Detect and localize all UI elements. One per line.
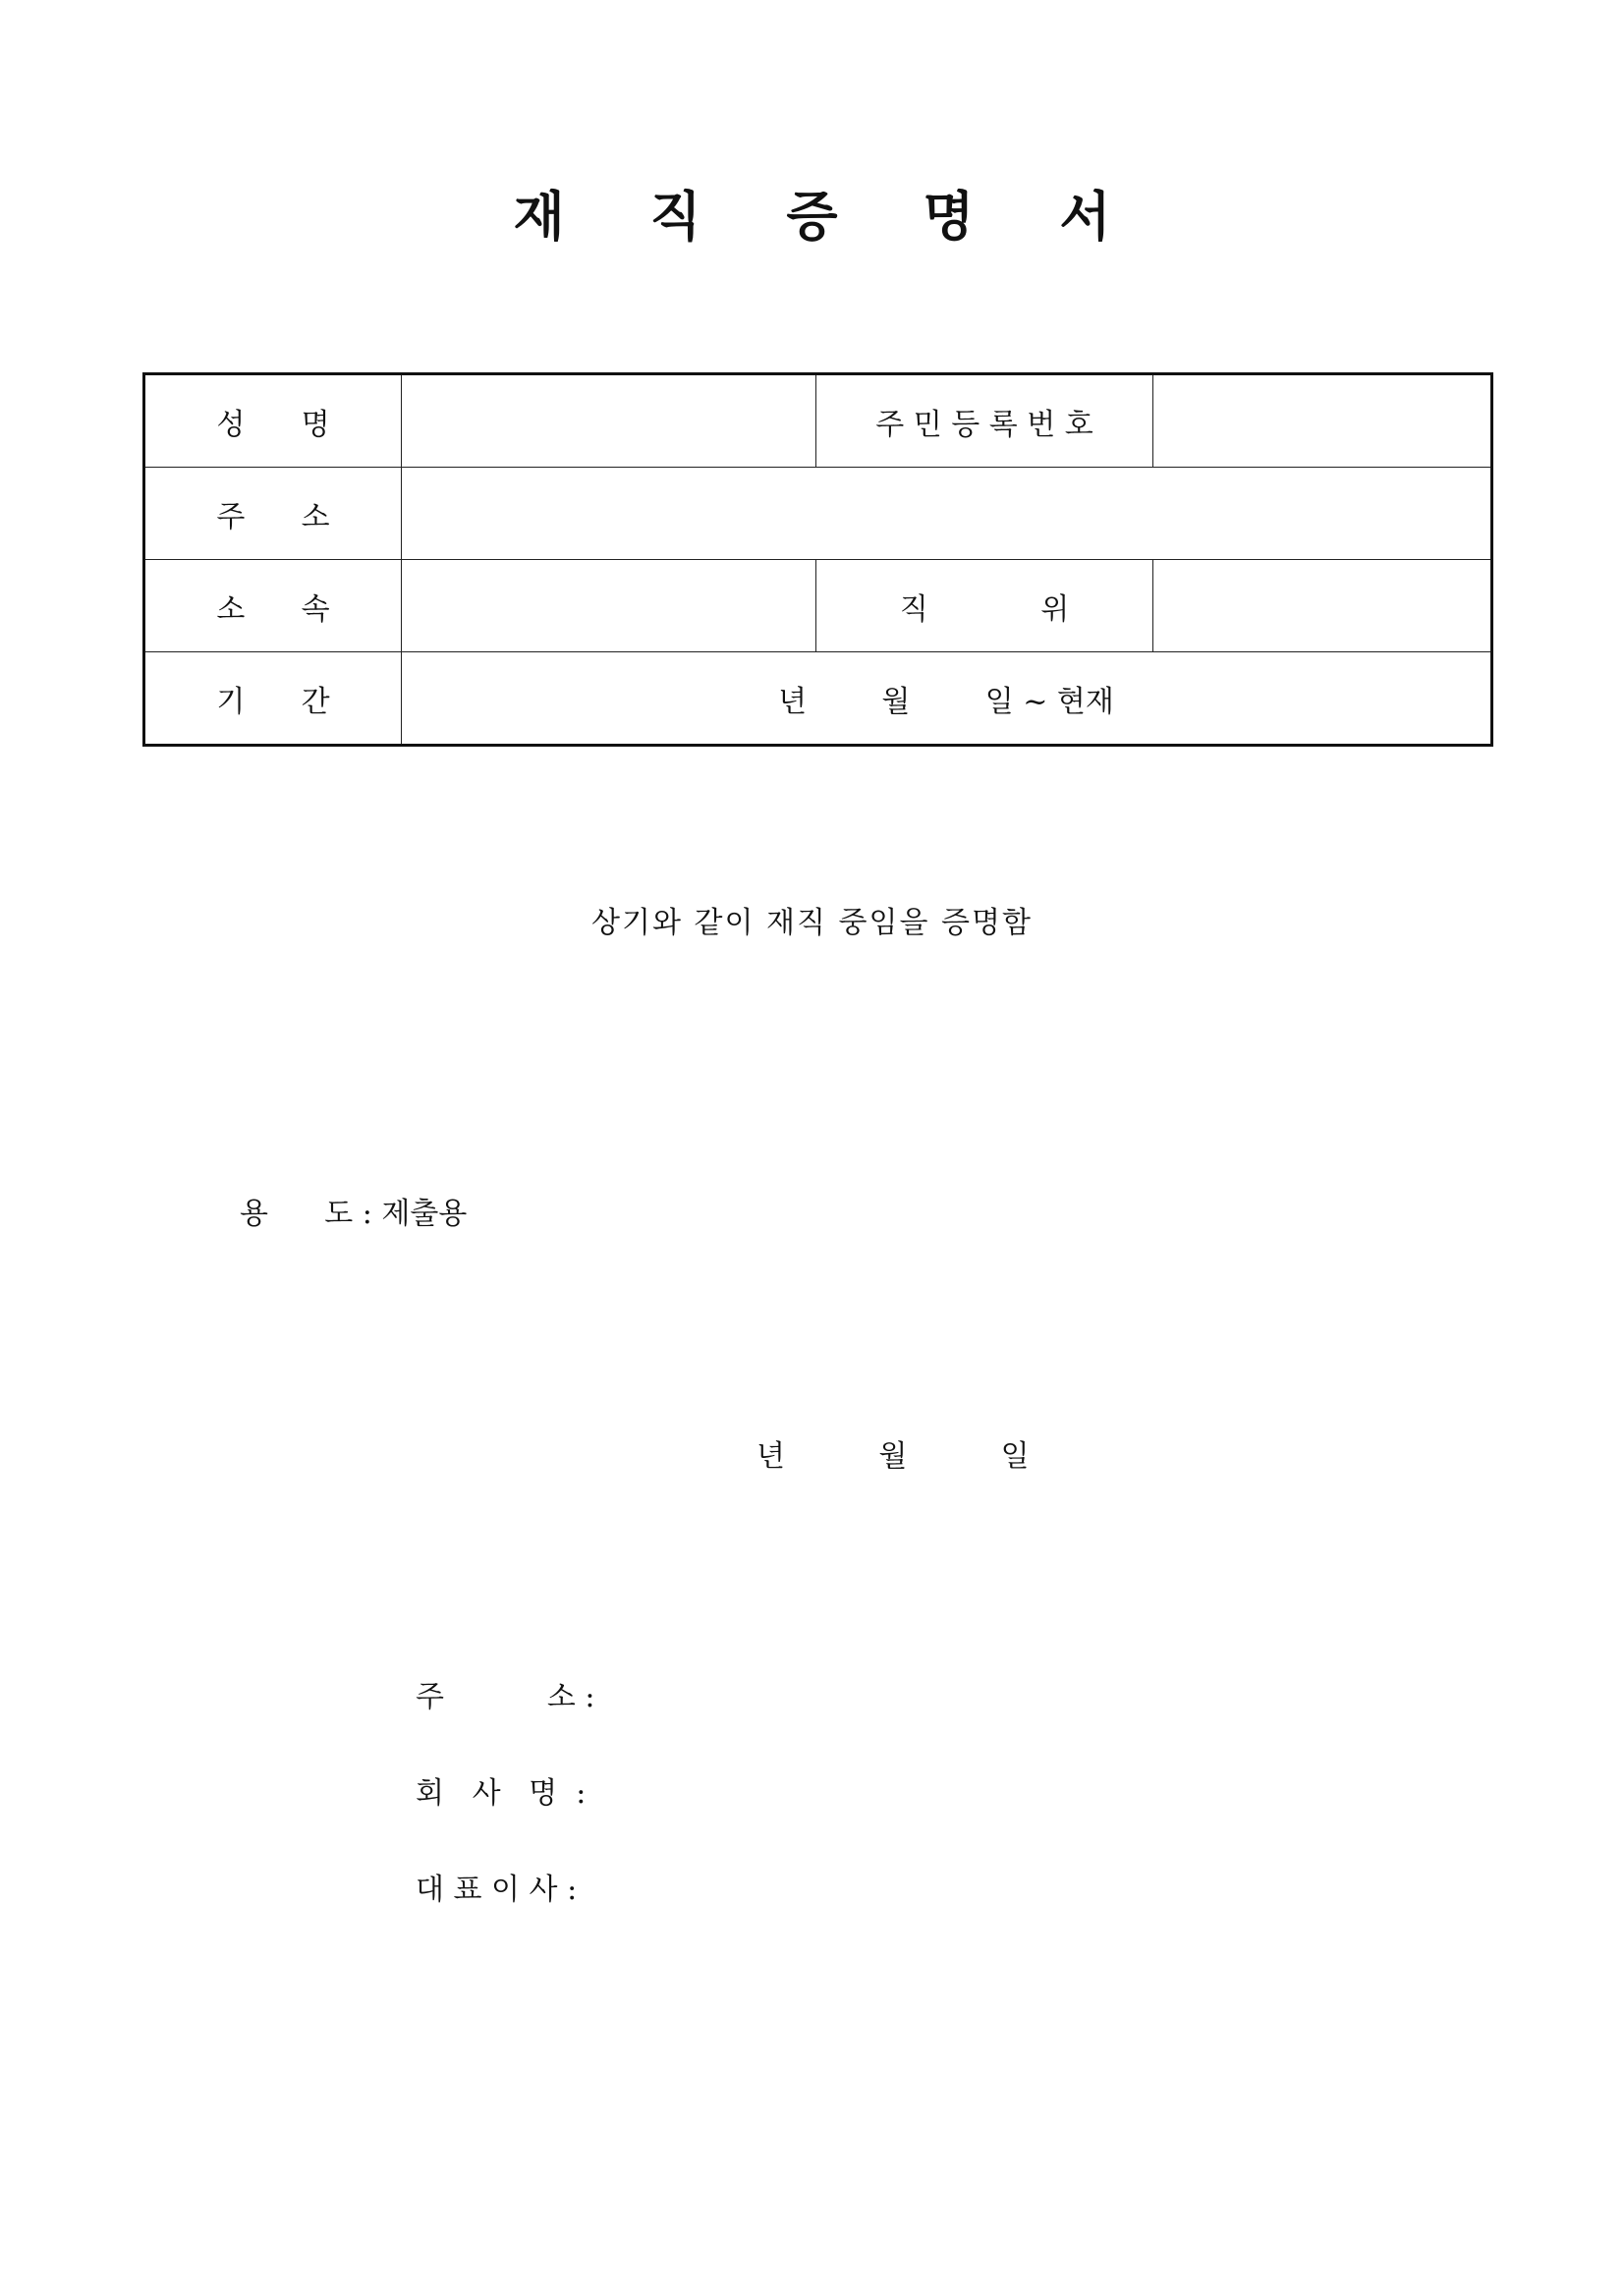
period-value: 년 월 일 ~ 현재	[402, 652, 1492, 746]
period-label: 기 간	[144, 652, 402, 746]
table-row-department	[144, 560, 1492, 652]
employee-info-table	[142, 372, 1493, 747]
name-value	[402, 374, 816, 468]
company-name-line: 회 사 명 :	[416, 1776, 587, 1811]
department-value	[402, 560, 816, 652]
table-row-period	[144, 652, 1492, 746]
name-label: 성 명	[144, 374, 402, 468]
company-info-block	[416, 1676, 595, 1965]
company-address-line: 주 소 :	[416, 1680, 595, 1714]
table-row-address	[144, 468, 1492, 560]
address-value	[402, 468, 1492, 560]
page-title: 재 직 증 명 서	[513, 185, 1145, 248]
position-value	[1153, 560, 1492, 652]
department-label: 소 속	[144, 560, 402, 652]
resident-number-label: 주 민 등 록 번 호	[816, 374, 1153, 468]
resident-number-value	[1153, 374, 1492, 468]
company-ceo-line: 대 표 이 사 :	[416, 1873, 578, 1907]
certification-statement: 상기와 같이 재직 중임을 증명함	[591, 906, 1033, 940]
issue-date: 년 월 일	[756, 1439, 1030, 1474]
position-label: 직 위	[816, 560, 1153, 652]
address-label: 주 소	[144, 468, 402, 560]
table-row-name	[144, 374, 1492, 468]
purpose-line: 용 도 : 제출용	[240, 1197, 468, 1231]
